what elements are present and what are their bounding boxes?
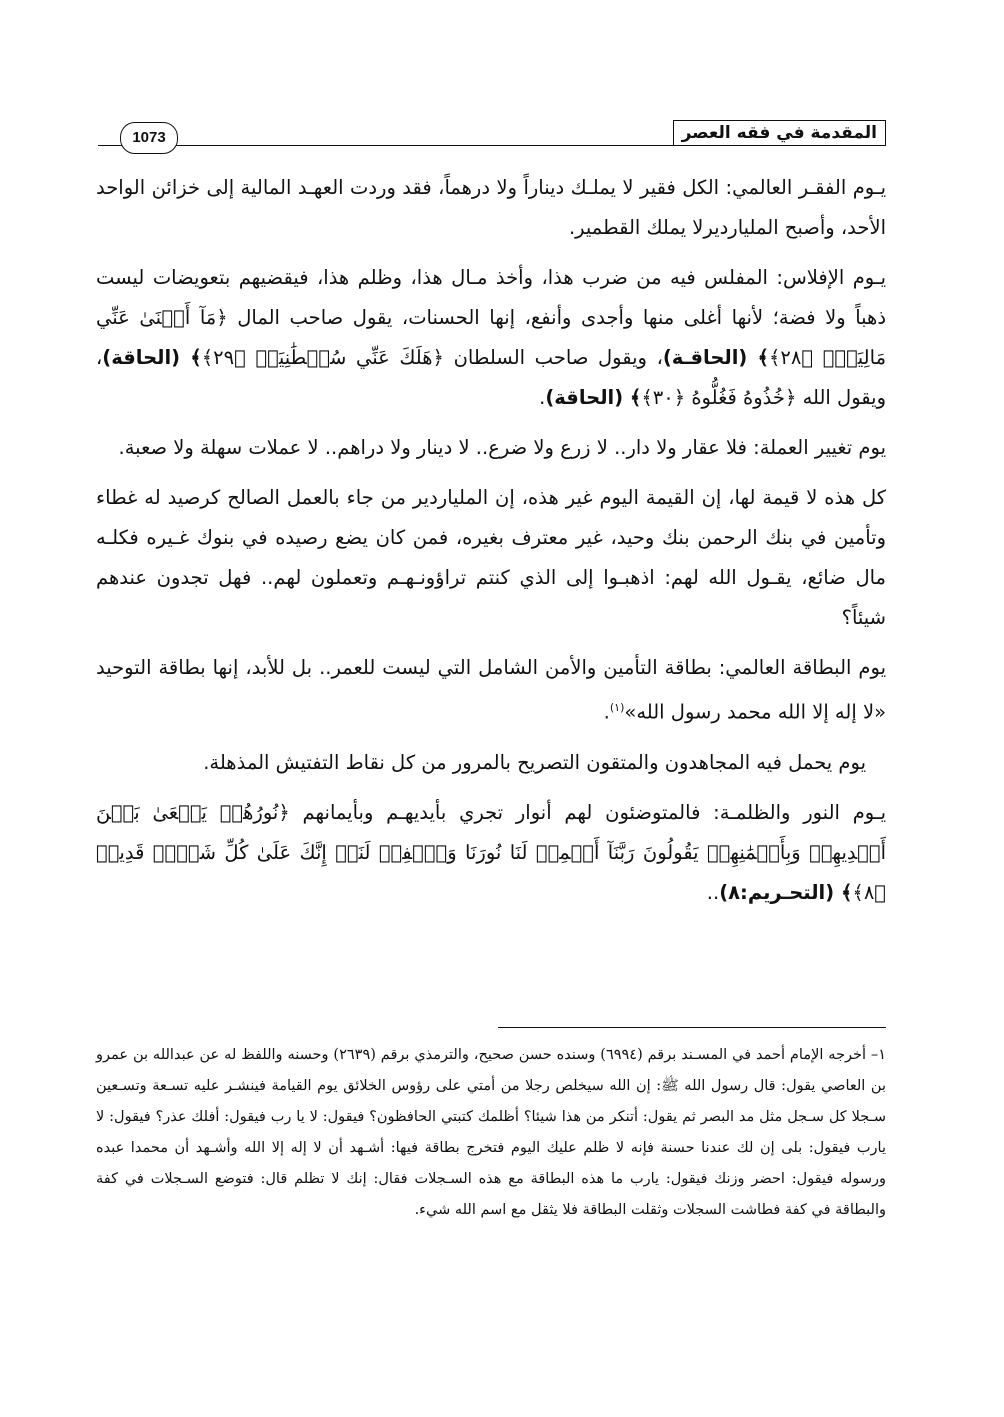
paragraph-text: يوم تغيير العملة: فلا عقار ولا دار.. لا زرع ولا ضرع.. لا دينار ولا دراهم.. لا عملات سهلة ولا صعبة. bbox=[118, 436, 886, 459]
quran-verse: نُورُهُمۡ يَسۡعَىٰ بَيۡنَ أَيۡدِيهِمۡ وَبِأَيۡمَٰنِهِمۡ يَقُولُونَ رَبَّنَآ أَتۡمِمۡ لَنَا نُورَنَا وَٱغۡفِرۡ لَنَآۖ إِنَّكَ عَلَىٰ كُلِّ شَيۡءٖ قَدِيرٞ ﴿٨﴾ bbox=[96, 800, 886, 904]
paragraph-currency-day bbox=[96, 428, 886, 468]
paragraph-text: يوم يحمل فيه المجاهدون والمتقون التصريح بالمرور من كل نقاط التفتيش المذهلة. bbox=[203, 750, 866, 774]
paragraph-bankruptcy-day bbox=[96, 258, 886, 418]
paragraph-text: يـوم الفقـر العالمي: الكل فقير لا يملـك ديناراً ولا درهماً، فقد وردت العهـد المالية إلى خزائن الواحد الأحد، وأصبح المليارديرلا يملك القطمير. bbox=[96, 176, 886, 239]
footnote bbox=[96, 1040, 886, 1226]
verse-reference: ﴾ (الحاقة) bbox=[545, 386, 642, 409]
verse-reference: ﴾ (الحاقة) bbox=[102, 346, 202, 369]
footnote-marker: (١) bbox=[609, 701, 625, 714]
running-header bbox=[98, 118, 886, 148]
paragraph-text: كل هذه لا قيمة لها، إن القيمة اليوم غير هذه، إن الملياردير من جاء بالعمل الصالح كرصيد له غطاء وتأمين في بنك الرحمن بنك وحيد، غير معترف بغيره، فمن كان يضع رصيده في بنوك غـيره فكلـه مال ضائع، يقـول الله لهم: اذهبـوا إلى الذي كنتم تراؤونـهـم وتعملون لهم.. فهل تجدون عندهم شيئاً؟ bbox=[96, 486, 886, 629]
verse-reference: ﴾ (التحـريم:٨) bbox=[719, 880, 853, 904]
page-number: 1073 bbox=[120, 122, 178, 154]
verse-reference: ﴾ (الحاقـة) bbox=[662, 346, 769, 369]
main-text bbox=[96, 168, 886, 923]
paragraph-mujahideen bbox=[96, 743, 886, 783]
paragraph-poverty-day bbox=[96, 168, 886, 248]
paragraph-value bbox=[96, 478, 886, 638]
quran-verse: هَلَكَ عَنِّي سُلۡطَٰنِيَهۡ ﴿٢٩﴾ bbox=[201, 346, 433, 369]
header-rule bbox=[98, 145, 886, 146]
paragraph-text: يوم البطاقة العالمي: بطاقة التأمين والأمن الشامل التي ليست للعمر.. بل للأبد، إنها بطاقة التوحيد «لا إله إلا الله محمد رسول الله» bbox=[96, 656, 886, 724]
paragraph-card-day bbox=[96, 648, 886, 733]
paragraph-text: يـوم الإفلاس: المفلس فيه من ضرب هذا، وأخذ مـال هذا، وظلم هذا، فيقضيهم بتعويضات ليست ذهباً ولا فضة؛ لأنها أغلى منها وأجدى وأنفع، إنها الحسنات، يقول صاحب المال ﴿ bbox=[96, 266, 886, 329]
paragraph-end: .. bbox=[706, 880, 720, 904]
quran-verse: خُذُوهُ فَغُلُّوهُ ﴿٣٠﴾ bbox=[641, 386, 785, 409]
footnote-separator bbox=[498, 1027, 886, 1028]
paragraph-end: . bbox=[539, 386, 546, 409]
paragraph-text: ، ويقول الله ﴿ bbox=[96, 346, 886, 409]
paragraph-light-day bbox=[96, 793, 886, 913]
quran-verse: مَآ أَغۡنَىٰ عَنِّي مَالِيَهۡۜ ﴿٢٨﴾ bbox=[96, 306, 887, 369]
paragraph-text: ، ويقول صاحب السلطان ﴿ bbox=[432, 346, 663, 369]
paragraph-text: يـوم النور والظلمـة: فالمتوضئون لهم أنوار تجري بأيديهـم وبأيمانهم ﴿ bbox=[278, 800, 886, 824]
header-title: المقدمة في فقه العصر bbox=[673, 120, 886, 145]
footnote-text: ١– أخرجه الإمام أحمد في المسـند برقم (٦٩٩٤) وسنده حسن صحيح، والترمذي برقم (٢٦٣٩) وحسنه واللفظ له عن عبدالله بن عمرو بن العاصي يقول: قال رسول الله ﷺ: إن الله سيخلص رجلا من أمتي على رؤوس الخلائق يوم القيامة فينشـر عليه تسـعة وتسـعين سـجلا كل سـجل مثل مد البصر ثم يقول: أتنكر من هذا شيئا؟ أظلمك كتبتي الحافظون؟ فيقول: لا يا رب فيقول: أفلك عذر؟ فيقول: لا يارب فيقول: بلى إن لك عندنا حسنة فإنه لا ظلم عليك اليوم فتخرج بطاقة فيها: أشـهد أن لا إله إلا الله وأشـهد أن محمدا عبده ورسوله فيقول: احضر وزنك فيقول: يارب ما هذه البطاقة مع هذه السـجلات فقال: إنك لا تظلم قال: فتوضع السـجلات في كفة والبطاقة في كفة فطاشت السجلات وثقلت البطاقة فلا يثقل مع اسم الله شيء. bbox=[96, 1047, 886, 1218]
paragraph-end: . bbox=[603, 700, 610, 724]
